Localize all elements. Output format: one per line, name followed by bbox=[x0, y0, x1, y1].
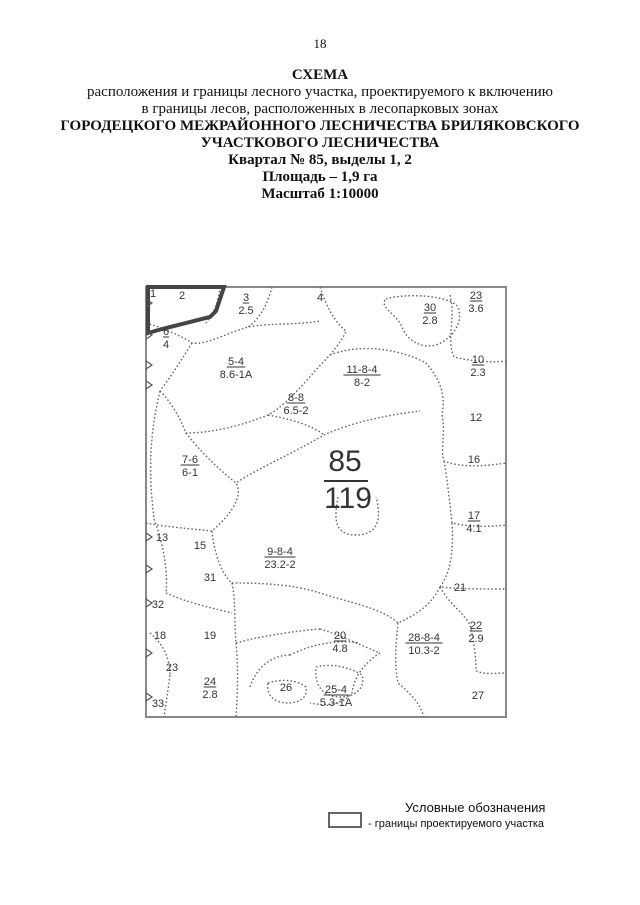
parcel-area-8-8: 6.5-2 bbox=[283, 405, 309, 417]
parcel-area-6: 4 bbox=[162, 339, 170, 351]
parcel-label-3: 3 bbox=[242, 292, 250, 304]
parcel-label-9-8-4: 9-8-4 bbox=[267, 546, 293, 558]
parcel-label-16: 16 bbox=[467, 454, 481, 466]
parcel-area-9-8-4: 23.2-2 bbox=[264, 559, 296, 571]
quarter-number: 85 bbox=[328, 445, 362, 478]
legend-boundary-label: - границы проектируемого участка bbox=[368, 818, 545, 830]
parcel-area-28-8-4: 10.3-2 bbox=[408, 645, 440, 657]
parcel-label-8-8: 8-8 bbox=[288, 392, 304, 404]
parcel-area-24: 2.8 bbox=[202, 689, 218, 701]
parcel-label-24: 24 bbox=[203, 676, 217, 688]
parcel-label-17: 17 bbox=[467, 510, 481, 522]
parcel-label-13: 13 bbox=[155, 532, 169, 544]
parcel-area-5-4: 8.6-1А bbox=[219, 369, 253, 381]
parcel-label-25-4: 25-4 bbox=[324, 684, 348, 696]
parcel-label-15: 15 bbox=[193, 540, 207, 552]
parcel-label-26: 26 bbox=[279, 682, 293, 694]
parcel-area-22: 2.9 bbox=[468, 633, 484, 645]
parcel-label-33: 33 bbox=[151, 698, 165, 710]
scale-info: Масштаб 1:10000 bbox=[261, 186, 379, 202]
parcel-label-31: 31 bbox=[203, 572, 217, 584]
parcel-area-7-6: 6-1 bbox=[182, 467, 198, 479]
parcel-label-2: 2 bbox=[178, 290, 186, 302]
parcel-area-20: 4.8 bbox=[332, 643, 348, 655]
parcel-label-18: 18 bbox=[153, 630, 167, 642]
legend-title: Условные обозначения bbox=[405, 800, 546, 815]
forestry-name: ГОРОДЕЦКОГО МЕЖРАЙОННОГО ЛЕСНИЧЕСТВА БРИЛЯКОВСКОГО bbox=[60, 118, 580, 134]
quarter-info: Квартал № 85, выделы 1, 2 bbox=[228, 152, 412, 168]
parcel-area-3: 2.5 bbox=[238, 305, 254, 317]
parcel-label-22: 22 bbox=[469, 620, 483, 632]
parcel-label-23: 23 bbox=[469, 290, 483, 302]
district-forestry-name: УЧАСТКОВОГО ЛЕСНИЧЕСТВА bbox=[200, 135, 440, 151]
parcel-area-10: 2.3 bbox=[470, 367, 486, 379]
parcel-area-25-4: 5.3-1А bbox=[319, 697, 353, 709]
page-number: 18 bbox=[313, 36, 327, 51]
parcel-label-6: 6 bbox=[162, 326, 170, 338]
parcel-label-1: 1 bbox=[149, 288, 157, 300]
parcel-label-20: 20 bbox=[333, 630, 347, 642]
forest-map bbox=[140, 283, 512, 721]
quarter-area: 119 bbox=[324, 482, 372, 515]
parcel-label-5-4: 5-4 bbox=[228, 356, 244, 368]
parcel-label-11-8-4: 11-8-4 bbox=[346, 364, 378, 376]
schema-title: СХЕМА bbox=[291, 67, 349, 83]
area-info: Площадь – 1,9 га bbox=[262, 169, 378, 185]
parcel-area-11-8-4: 8-2 bbox=[354, 377, 370, 389]
parcel-label-10: 10 bbox=[471, 354, 485, 366]
subtitle-line-1: расположения и границы лесного участка, проектируемого к включению bbox=[87, 84, 553, 100]
parcel-label-7-6: 7-6 bbox=[182, 454, 198, 466]
parcel-label-19: 19 bbox=[203, 630, 217, 642]
parcel-label-23: 23 bbox=[165, 662, 179, 674]
parcel-label-32: 32 bbox=[151, 599, 165, 611]
parcel-label-30: 30 bbox=[423, 302, 437, 314]
parcel-label-21: 21 bbox=[453, 582, 467, 594]
parcel-area-30: 2.8 bbox=[422, 315, 438, 327]
parcel-label-27: 27 bbox=[471, 690, 485, 702]
subtitle-line-2: в границы лесов, расположенных в лесопарковых зонах bbox=[141, 101, 499, 117]
parcel-area-17: 4.1 bbox=[466, 523, 482, 535]
parcel-label-12: 12 bbox=[469, 412, 483, 424]
parcel-label-4: 4 bbox=[316, 292, 324, 304]
parcel-area-23: 3.6 bbox=[468, 303, 484, 315]
legend-boundary-swatch bbox=[328, 812, 362, 828]
parcel-label-28-8-4: 28-8-4 bbox=[408, 632, 440, 644]
